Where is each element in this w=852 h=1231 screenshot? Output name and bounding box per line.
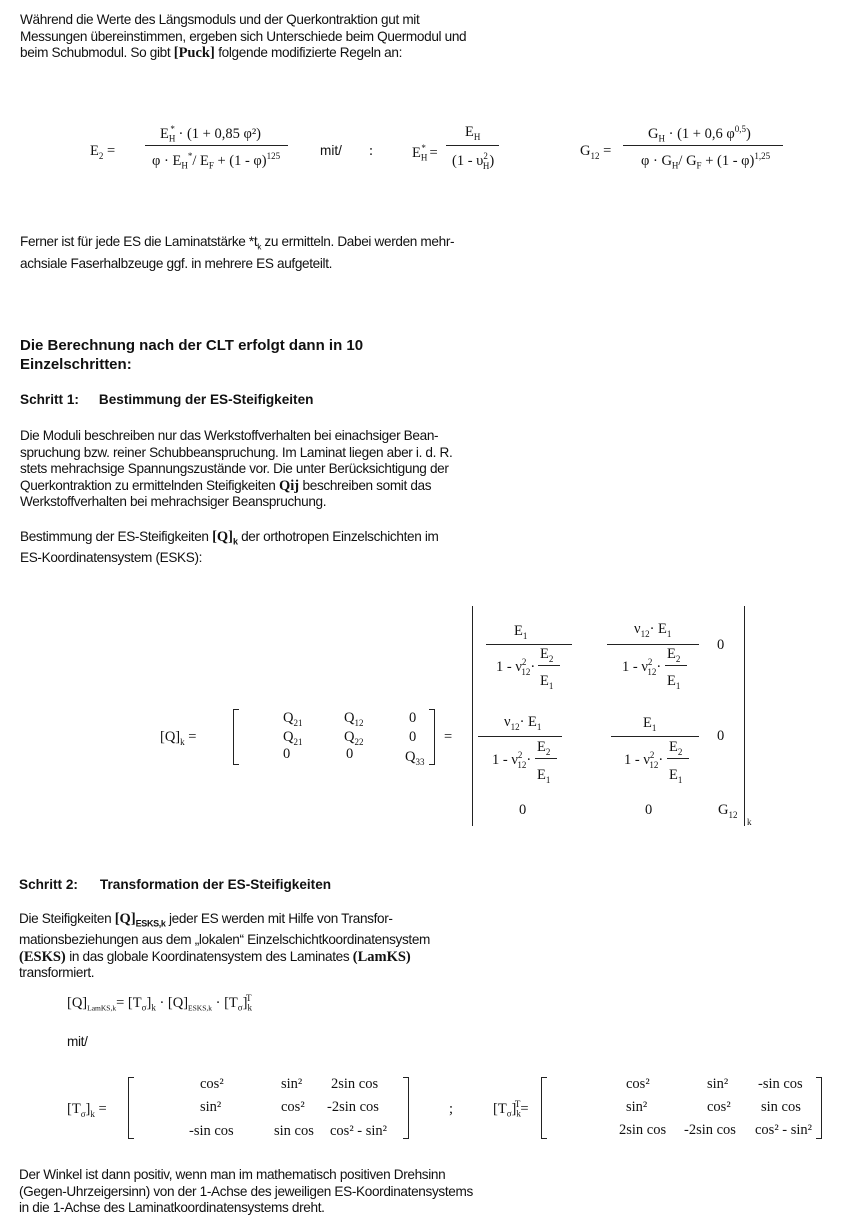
paragraph-laminate-thickness: Ferner ist für jede ES die Laminatstärke $*t_k$ zu ermitteln. Dabei werden mehr- achsiale Faserhalbzeuge ggf. in mehrere ES aufgeteilt. — [20, 234, 455, 272]
det-bar-right — [744, 606, 745, 826]
paragraph-intro: Während die Werte des Längsmoduls und der Querkontraktion gut mit Messungen übereinstimmen, ergeben sich Unterschiede beim Quermodul und beim Schubmodul. So gibt [Puck] folgende modifizierte Regeln an: — [20, 12, 467, 61]
heading-step-2: Schritt 2: Transformation der ES-Steifigkeiten — [19, 877, 332, 892]
paragraph-es-stiffness: Bestimmung der ES-Steifigkeiten $[Q]_k$ der orthotropen Einzelschichten im ES-Koordinatensystem (ESKS): — [20, 529, 439, 566]
label-mit: mit/ — [67, 1034, 88, 1049]
paragraph-transformation: Die Steifigkeiten $[Q]_{ESKS,k}$ jeder ES werden mit Hilfe von Transfor- mationsbeziehungen aus dem „lokalen“ Einzelschichtkoordinatensystem (ESKS) in das globale Koordinatensystem des Laminates (LamKS) transformiert. — [19, 911, 431, 981]
bracket-left — [233, 709, 239, 765]
heading-clt-steps: Die Berechnung nach der CLT erfolgt dann in 10 Einzelschritten: — [20, 337, 364, 373]
formula-q-lamks: $[Q]_{LamKS,k}= [T_\sigma]_k \cdot [Q]_{ESKS,k} \cdot [T_\sigma]_k^T$ — [67, 993, 252, 1013]
paragraph-moduli: Die Moduli beschreiben nur das Werkstoffverhalten bei einachsiger Bean- spruchung bzw. reiner Schubbeanspruchung. Im Laminat liegen aber i. d. R. stets mehrachsige Spannungszustände vor. Die unter Berücksichtigung der Querkontraktion zu ermittelnden Steifigkeiten Qij beschreiben somit das Werkstoffverhalten bei mehrachsiger Beanspruchung. — [20, 428, 453, 509]
paragraph-angle: Der Winkel ist dann positiv, wenn man im mathematisch positiven Drehsinn (Gegen-Uhrzeigersinn) von der 1-Achse des jeweiligen ES-Koordinatensystems in die 1-Achse des Laminatkoordinatensystems dreht. — [19, 1167, 473, 1215]
bracket-right — [429, 709, 435, 765]
citation-puck: [Puck] — [173, 45, 215, 61]
bracket-right — [403, 1077, 409, 1139]
bracket-left — [541, 1077, 547, 1139]
bracket-right — [816, 1077, 822, 1139]
heading-step-1: Schritt 1: Bestimmung der ES-Steifigkeiten — [20, 392, 314, 407]
fraction-line — [446, 145, 499, 146]
det-bar-left — [472, 606, 473, 826]
fraction-line — [623, 145, 783, 146]
fraction-line — [145, 145, 288, 146]
bracket-left — [128, 1077, 134, 1139]
